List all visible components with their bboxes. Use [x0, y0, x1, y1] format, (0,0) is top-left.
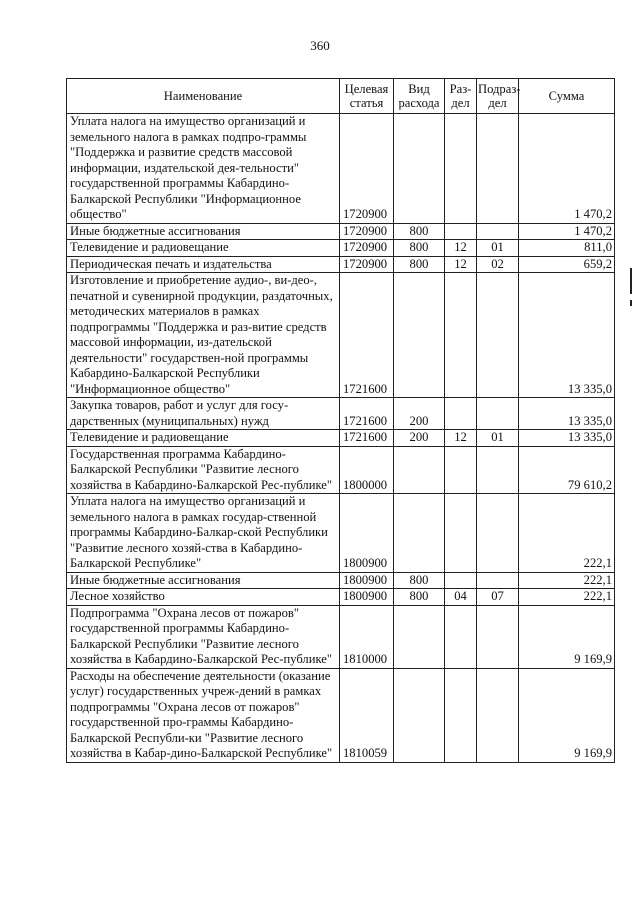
table-header-row	[67, 79, 615, 114]
cell-code: 1810000	[340, 605, 394, 668]
cell-vid: 200	[394, 398, 445, 430]
cell-razdel	[445, 494, 477, 573]
table-row	[67, 572, 615, 589]
cell-podrazdel: 07	[477, 589, 519, 606]
cell-razdel: 04	[445, 589, 477, 606]
cell-name: Лесное хозяйство	[67, 589, 340, 606]
cell-vid: 800	[394, 256, 445, 273]
cell-summa: 222,1	[519, 589, 615, 606]
table-row	[67, 273, 615, 398]
cell-summa: 222,1	[519, 494, 615, 573]
cell-name: Расходы на обеспечение деятельности (оказание услуг) государственных учреж-дений в рамках подпрограммы "Охрана лесов от пожаров" государственной про-граммы Кабардино-Балкарской Республи-ки "Развитие лесного хозяйства в Кабар-дино-Балкарской Республике"	[67, 668, 340, 762]
cell-razdel	[445, 223, 477, 240]
cell-razdel: 12	[445, 256, 477, 273]
cell-code: 1720900	[340, 114, 394, 224]
cell-podrazdel	[477, 494, 519, 573]
table-row	[67, 398, 615, 430]
cell-name: Телевидение и радиовещание	[67, 430, 340, 447]
cell-razdel	[445, 114, 477, 224]
cell-vid: 800	[394, 589, 445, 606]
cell-code: 1800900	[340, 572, 394, 589]
cell-podrazdel	[477, 446, 519, 494]
cell-name: Государственная программа Кабардино-Балкарской Республики "Развитие лесного хозяйства в Кабардино-Балкарской Рес-публике"	[67, 446, 340, 494]
cell-summa: 1 470,2	[519, 223, 615, 240]
cell-name: Телевидение и радиовещание	[67, 240, 340, 257]
cell-name: Изготовление и приобретение аудио-, ви-део-, печатной и сувенирной продукции, раздаточных, методических материалов в рамках подпрограммы "Поддержка и раз-витие средств массовой информации, из-дательской деятельности" государствен-ной программы Кабардино-Балкарской Республики "Информационное общество"	[67, 273, 340, 398]
cell-vid: 800	[394, 240, 445, 257]
cell-code: 1721600	[340, 273, 394, 398]
table-row	[67, 114, 615, 224]
cell-summa: 13 335,0	[519, 273, 615, 398]
cell-podrazdel: 02	[477, 256, 519, 273]
cell-summa: 1 470,2	[519, 114, 615, 224]
table-row	[67, 223, 615, 240]
cell-summa: 13 335,0	[519, 430, 615, 447]
table-row	[67, 589, 615, 606]
cell-podrazdel	[477, 273, 519, 398]
cell-summa: 79 610,2	[519, 446, 615, 494]
cell-podrazdel: 01	[477, 430, 519, 447]
cell-code: 1800000	[340, 446, 394, 494]
cell-razdel	[445, 398, 477, 430]
cell-razdel: 12	[445, 430, 477, 447]
cell-vid	[394, 114, 445, 224]
header-code: Целевая статья	[340, 79, 394, 114]
cell-name: Иные бюджетные ассигнования	[67, 572, 340, 589]
cell-podrazdel: 01	[477, 240, 519, 257]
cell-vid	[394, 668, 445, 762]
cell-podrazdel	[477, 668, 519, 762]
cell-name: Подпрограмма "Охрана лесов от пожаров" государственной программы Кабардино-Балкарской Республики "Развитие лесного хозяйства в Кабардино-Балкарской Рес-публике"	[67, 605, 340, 668]
table-row	[67, 430, 615, 447]
header-vid: Вид расхода	[394, 79, 445, 114]
cell-razdel	[445, 446, 477, 494]
cell-code: 1800900	[340, 589, 394, 606]
cell-code: 1720900	[340, 223, 394, 240]
cell-summa: 9 169,9	[519, 605, 615, 668]
cell-code: 1720900	[340, 256, 394, 273]
header-podrazdel: Подраз-дел	[477, 79, 519, 114]
cell-summa: 811,0	[519, 240, 615, 257]
header-name: Наименование	[67, 79, 340, 114]
cell-vid: 800	[394, 572, 445, 589]
cell-razdel: 12	[445, 240, 477, 257]
cell-code: 1721600	[340, 398, 394, 430]
cell-code: 1800900	[340, 494, 394, 573]
cell-razdel	[445, 572, 477, 589]
cell-podrazdel	[477, 114, 519, 224]
cell-name: Уплата налога на имущество организаций и земельного налога в рамках подпро-граммы "Поддержка и развитие средств массовой информации, издательской дея-тельности" государственной программы Кабардино-Балкарской Республики "Информационное общество"	[67, 114, 340, 224]
table-row	[67, 605, 615, 668]
cell-name: Периодическая печать и издательства	[67, 256, 340, 273]
cell-vid	[394, 605, 445, 668]
cell-vid: 200	[394, 430, 445, 447]
cell-name: Иные бюджетные ассигнования	[67, 223, 340, 240]
cell-code: 1721600	[340, 430, 394, 447]
cell-summa: 13 335,0	[519, 398, 615, 430]
cell-name: Закупка товаров, работ и услуг для госу-дарственных (муниципальных) нужд	[67, 398, 340, 430]
table-row	[67, 494, 615, 573]
cell-vid: 800	[394, 223, 445, 240]
cell-razdel	[445, 668, 477, 762]
cell-vid	[394, 494, 445, 573]
cell-code: 1810059	[340, 668, 394, 762]
cell-podrazdel	[477, 605, 519, 668]
page-number: 360	[310, 38, 330, 53]
table-row	[67, 256, 615, 273]
cell-summa: 9 169,9	[519, 668, 615, 762]
header-summa: Сумма	[519, 79, 615, 114]
cell-vid	[394, 273, 445, 398]
cell-summa: 659,2	[519, 256, 615, 273]
cell-razdel	[445, 273, 477, 398]
budget-table	[66, 78, 615, 763]
cell-razdel	[445, 605, 477, 668]
table-row	[67, 668, 615, 762]
cell-name: Уплата налога на имущество организаций и земельного налога в рамках государ-ственной программы Кабардино-Балкар-ской Республики "Развитие лесного хозяй-ства в Кабардино-Балкарской Республике"	[67, 494, 340, 573]
cell-vid	[394, 446, 445, 494]
table-row	[67, 446, 615, 494]
scan-edge-mark	[630, 268, 632, 294]
cell-code: 1720900	[340, 240, 394, 257]
cell-podrazdel	[477, 223, 519, 240]
cell-podrazdel	[477, 572, 519, 589]
table-row	[67, 240, 615, 257]
cell-summa: 222,1	[519, 572, 615, 589]
header-razdel: Раз-дел	[445, 79, 477, 114]
cell-podrazdel	[477, 398, 519, 430]
